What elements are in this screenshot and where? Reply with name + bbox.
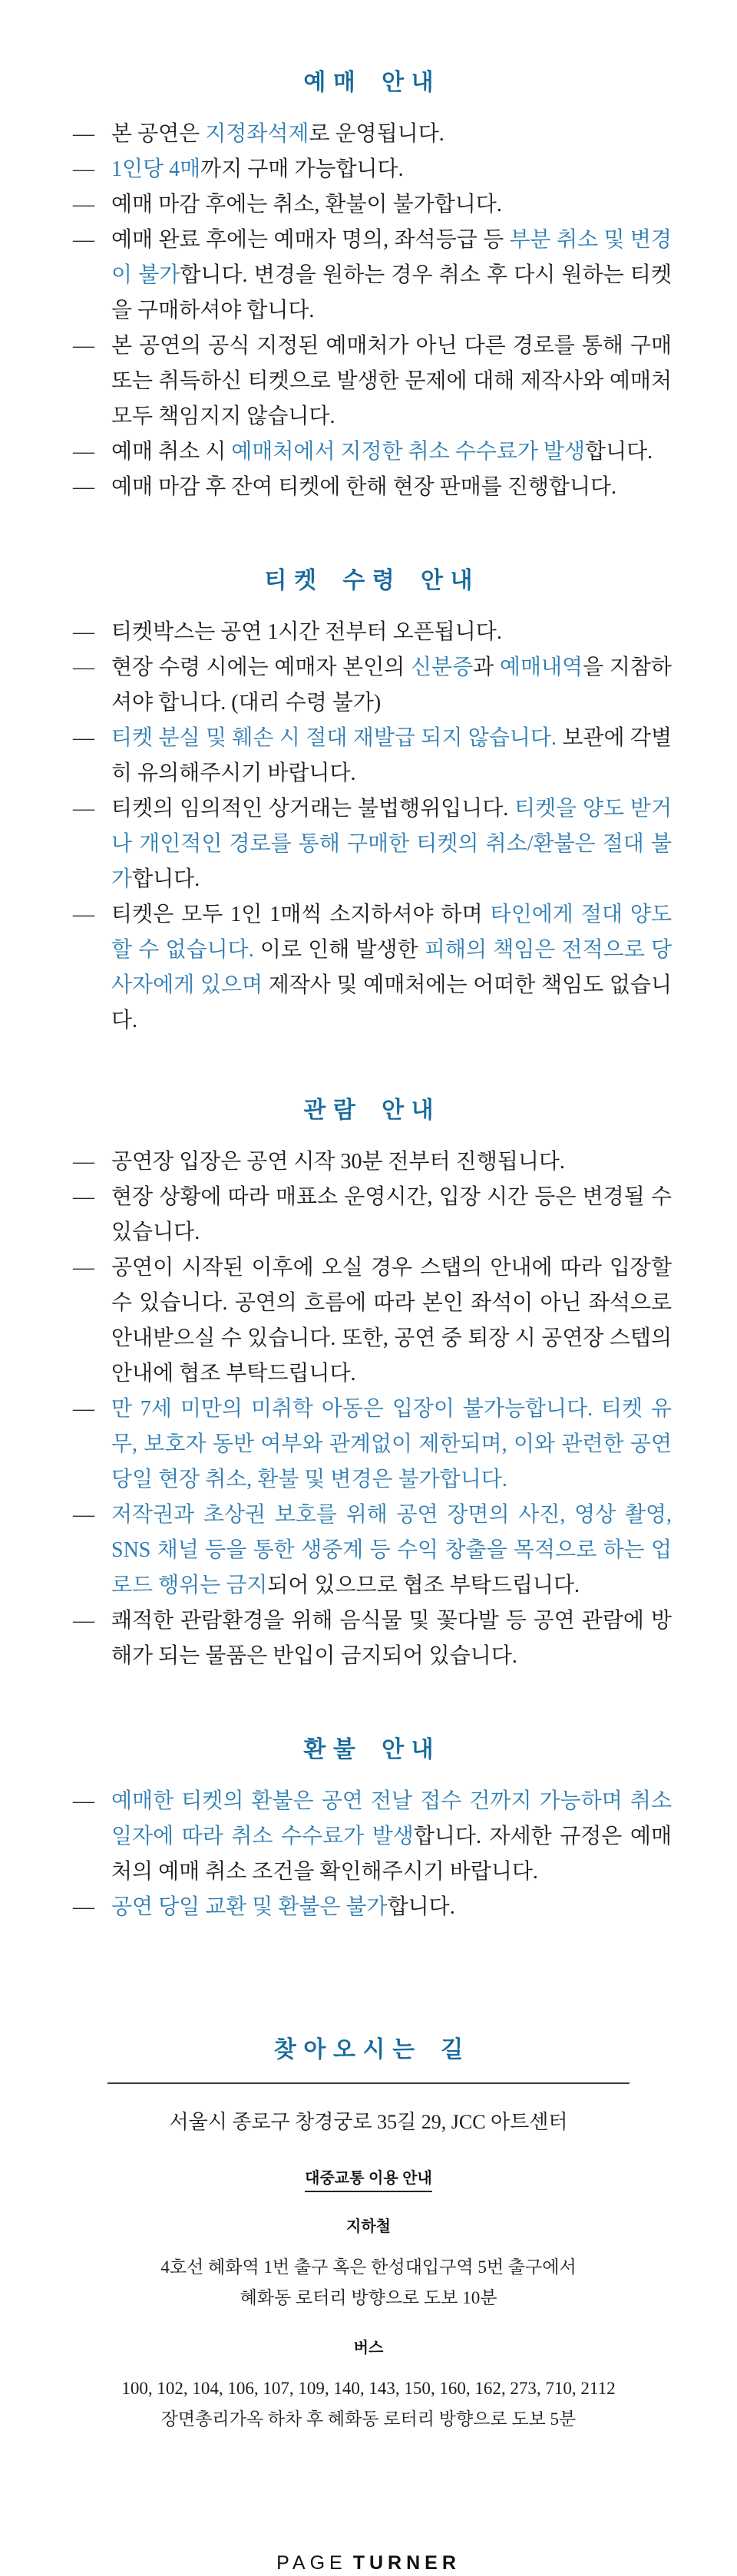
plain-text: 과 <box>473 656 500 679</box>
highlighted-text: 티켓을 양도 받거나 개인적인 경로를 통해 구매한 티켓의 취소/환불은 절대 불가 <box>111 797 672 891</box>
notice-item <box>73 1392 672 1498</box>
notice-item <box>73 1498 672 1603</box>
plain-text: 합니다. 변경을 원하는 경우 취소 후 다시 원하는 티켓을 구매하셔야 합니다. <box>111 263 672 322</box>
dash-bullet: — <box>73 1789 94 1813</box>
dash-bullet: — <box>73 475 94 499</box>
dash-bullet: — <box>73 1895 94 1919</box>
dash-bullet: — <box>73 157 94 181</box>
highlighted-text: 예매처에서 지정한 취소 수수료가 발생 <box>231 440 586 464</box>
notice-item-text <box>111 1392 672 1498</box>
highlighted-text: 지정좌석제 <box>205 122 309 146</box>
section-title-refund: 환불 안내 <box>303 1737 441 1762</box>
notice-item-text <box>111 117 672 152</box>
notice-item-text <box>111 1180 672 1250</box>
notice-item <box>73 721 672 791</box>
notice-item <box>73 1180 672 1250</box>
plain-text: 까지 구매 가능합니다. <box>200 157 404 181</box>
plain-text: 본 공연의 공식 지정된 예매처가 아닌 다른 경로를 통해 구매 또는 취득하신 티켓으로 발생한 문제에 대해 제작사와 예매처 모두 책임지지 않습니다. <box>111 334 672 428</box>
dash-bullet: — <box>73 193 94 216</box>
plain-text: 현장 상황에 따라 매표소 운영시간, 입장 시간 등은 변경될 수 있습니다. <box>111 1185 672 1244</box>
section-title-ticket-pickup: 티켓 수령 안내 <box>264 568 481 593</box>
highlighted-text: 예매내역 <box>499 656 583 679</box>
highlighted-text: 예매한 티켓의 환불은 공연 전날 접수 건까지 가능하며 취소일자에 따라 취소 수수료가 발생 <box>111 1789 672 1848</box>
notice-item <box>73 187 672 223</box>
notice-item-text <box>111 187 672 223</box>
highlighted-text: 피해의 책임은 전적으로 당사자에게 있으며 <box>111 938 672 997</box>
plain-text: 티켓은 모두 1인 1매씩 소지하셔야 하며 <box>111 903 491 926</box>
logo-text-page: PAGE <box>276 2552 347 2574</box>
venue-address: 서울시 종로구 창경궁로 35길 29, JCC 아트센터 <box>169 2111 568 2133</box>
transport-heading-wrap <box>0 2168 737 2192</box>
plain-text: 현장 수령 시에는 예매자 본인의 <box>111 656 411 679</box>
highlighted-text: 1인당 4매 <box>111 157 201 181</box>
plain-text: 예매 완료 후에는 예매자 명의, 좌석등급 등 <box>111 228 510 252</box>
dash-bullet: — <box>73 1397 94 1421</box>
plain-text: 쾌적한 관람환경을 위해 음식물 및 꽃다발 등 공연 관람에 방해가 되는 물품은 반입이 금지되어 있습니다. <box>111 1609 672 1668</box>
section-title-booking: 예매 안내 <box>303 70 441 95</box>
dash-bullet: — <box>73 1503 94 1527</box>
section-title-viewing: 관람 안내 <box>303 1098 441 1123</box>
notice-item <box>73 1890 672 1925</box>
plain-text: 을 지참하셔야 합니다. (대리 수령 불가) <box>111 656 672 715</box>
notice-item-text <box>111 615 672 650</box>
notice-item-text <box>111 897 672 1039</box>
section-directions <box>0 2033 737 2435</box>
dash-bullet: — <box>73 1185 94 1209</box>
notice-item-text <box>111 1144 672 1180</box>
bus-walk-directions: 장면총리가옥 하차 후 혜화동 로터리 방향으로 도보 5분 <box>160 2409 577 2429</box>
notice-item-text <box>111 1890 672 1925</box>
subway-line-2: 혜화동 로터리 방향으로 도보 10분 <box>240 2288 497 2307</box>
notice-item <box>73 117 672 152</box>
dash-bullet: — <box>73 122 94 146</box>
notice-item <box>73 329 672 434</box>
subway-line-1: 4호선 혜화역 1번 출구 혹은 한성대입구역 5번 출구에서 <box>160 2257 577 2277</box>
plain-text: 공연장 입장은 공연 시작 30분 전부터 진행됩니다. <box>111 1150 565 1174</box>
notice-item-text <box>111 1603 672 1674</box>
notice-item-text <box>111 434 672 470</box>
plain-text: 예매 마감 후 잔여 티켓에 한해 현장 판매를 진행합니다. <box>111 475 617 499</box>
section-refund-guide <box>0 1733 737 1925</box>
page-turner-logo <box>0 2550 737 2576</box>
notice-list <box>0 117 737 505</box>
dash-bullet: — <box>73 797 94 821</box>
bus-info <box>0 2373 737 2435</box>
notice-list <box>0 1144 737 1674</box>
highlighted-text: 만 7세 미만의 미취학 아동은 입장이 불가능합니다. 티켓 유무, 보호자 동반 여부와 관계없이 제한되며, 이와 관련한 공연 당일 현장 취소, 환불 및 변경은 불가합니다. <box>111 1397 672 1491</box>
plain-text: 합니다. <box>387 1895 455 1919</box>
section-title-directions: 찾아오시는 길 <box>273 2037 471 2062</box>
plain-text: 티켓박스는 공연 1시간 전부터 오픈됩니다. <box>111 620 502 644</box>
transport-heading: 대중교통 이용 안내 <box>305 2168 432 2192</box>
plain-text: 합니다. <box>132 867 200 891</box>
notice-item-text <box>111 470 672 505</box>
highlighted-text: 저작권과 초상권 보호를 위해 공연 장면의 사진, 영상 촬영, SNS 채널 등을 통한 생중계 등 수익 창출을 목적으로 하는 업로드 행위는 금지 <box>111 1503 672 1597</box>
dash-bullet: — <box>73 334 94 358</box>
plain-text: 본 공연은 <box>111 122 206 146</box>
notice-item-text <box>111 650 672 721</box>
notice-item-text <box>111 329 672 434</box>
dash-bullet: — <box>73 228 94 252</box>
notice-list <box>0 1784 737 1925</box>
notice-item <box>73 1784 672 1890</box>
section-booking-guide <box>0 66 737 505</box>
divider-line <box>107 2082 630 2084</box>
plain-text: 이로 인해 발생한 <box>253 938 425 962</box>
section-ticket-pickup-guide <box>0 564 737 1039</box>
notice-item-text <box>111 791 672 897</box>
section-viewing-guide <box>0 1094 737 1674</box>
logo-text-turner: TURNER <box>352 2552 461 2574</box>
notice-item <box>73 897 672 1039</box>
plain-text: 티켓의 임의적인 상거래는 불법행위입니다. <box>111 797 515 821</box>
dash-bullet: — <box>73 620 94 644</box>
bus-label: 버스 <box>353 2340 384 2356</box>
plain-text: 보관에 각별히 유의해주시기 바랍니다. <box>111 726 672 785</box>
notice-item <box>73 1250 672 1392</box>
dash-bullet: — <box>73 440 94 464</box>
dash-bullet: — <box>73 1150 94 1174</box>
plain-text: 로 운영됩니다. <box>309 122 445 146</box>
notice-item <box>73 470 672 505</box>
notice-item <box>73 650 672 721</box>
bus-numbers: 100, 102, 104, 106, 107, 109, 140, 143, 150, 160, 162, 273, 710, 2112 <box>121 2379 616 2398</box>
notice-item <box>73 615 672 650</box>
highlighted-text: 공연 당일 교환 및 환불은 불가 <box>111 1895 388 1919</box>
plain-text: 제작사 및 예매처에는 어떠한 책임도 없습니다. <box>111 973 672 1032</box>
dash-bullet: — <box>73 903 94 926</box>
notice-item-text <box>111 1784 672 1890</box>
plain-text: 예매 취소 시 <box>111 440 232 464</box>
notice-item-text <box>111 1250 672 1392</box>
subway-label: 지하철 <box>346 2218 391 2235</box>
notice-item-text <box>111 721 672 791</box>
notice-list <box>0 615 737 1039</box>
highlighted-text: 부분 취소 및 변경이 불가 <box>111 228 672 287</box>
plain-text: 합니다. <box>585 440 653 464</box>
highlighted-text: 티켓 분실 및 훼손 시 절대 재발급 되지 않습니다. <box>111 726 557 750</box>
notice-item-text <box>111 223 672 329</box>
notice-item-text <box>111 1498 672 1603</box>
notice-item <box>73 1144 672 1180</box>
notice-item <box>73 223 672 329</box>
dash-bullet: — <box>73 1609 94 1633</box>
dash-bullet: — <box>73 1256 94 1280</box>
notice-item <box>73 1603 672 1674</box>
highlighted-text: 신분증 <box>411 656 474 679</box>
notice-item <box>73 434 672 470</box>
notice-item <box>73 152 672 187</box>
plain-text: 예매 마감 후에는 취소, 환불이 불가합니다. <box>111 193 502 216</box>
dash-bullet: — <box>73 656 94 679</box>
plain-text: 공연이 시작된 이후에 오실 경우 스탭의 안내에 따라 입장할 수 있습니다. 공연의 흐름에 따라 본인 좌석이 아닌 좌석으로 안내받으실 수 있습니다. 또한, 공연 중 퇴장 시 공연장 스텝의 안내에 협조 부탁드립니다. <box>111 1256 672 1385</box>
subway-info <box>0 2252 737 2313</box>
notice-item <box>73 791 672 897</box>
notice-item-text <box>111 152 672 187</box>
dash-bullet: — <box>73 726 94 750</box>
highlighted-text: 타인에게 절대 양도할 수 없습니다. <box>111 903 672 962</box>
plain-text: 되어 있으므로 협조 부탁드립니다. <box>267 1574 580 1597</box>
plain-text: 합니다. 자세한 규정은 예매처의 예매 취소 조건을 확인해주시기 바랍니다. <box>111 1825 672 1884</box>
